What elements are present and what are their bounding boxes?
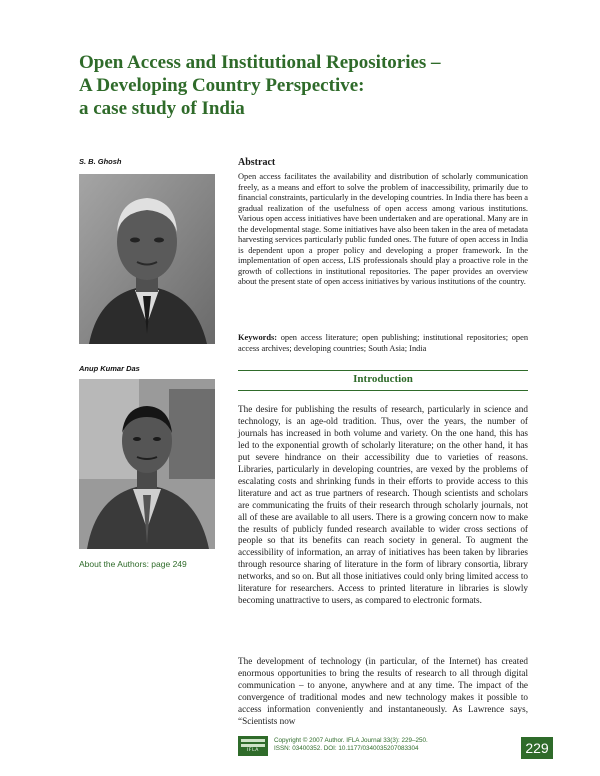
author-name-das: Anup Kumar Das [79, 364, 140, 373]
abstract-text: Open access facilitates the availability and distribution of scholarly communication freely, as a means and effort to solve the problem of inaccessibility, primarily due to financial constraints, particularly in the developing countries. In India there has been a gradual realization of the usefulness of open access among various institutions. Various open access initiatives have been undertaken and are operational. Many are in the developmental stage. Some initiatives have also been taken in the area of metadata harvesting services particularly public funded ones. The future of open access in India is dependent upon a proper policy and developing a proper framework. In the implementation of open access, LIS professionals should play a proactive role in the growth of collections in institutional repositories. The paper provides an overview about the present state of open access initiatives by various institutions of the country. [238, 172, 528, 287]
footer-copyright: Copyright © 2007 Author. IFLA Journal 33(3): 229–250. [274, 737, 428, 744]
keywords-label: Keywords: [238, 333, 278, 342]
author-name-ghosh: S. B. Ghosh [79, 157, 122, 166]
introduction-paragraph-2: The development of technology (in particular, of the Internet) has created enormous opportunities to bring the results of research to all through digital communication – to anyone, anywhere and at any time. The impact of the convergence of traditional modes and new technology makes it possible to access information conveniently and instantaneously. As Lawrence says, “Scientists now [238, 656, 528, 726]
footer-issn-doi: ISSN: 03400352. DOI: 10.1177/0340035207083304 [274, 745, 419, 752]
title-line-3: a case study of India [79, 98, 245, 119]
article-title [79, 51, 559, 120]
logo-text: IFLA [246, 748, 259, 753]
title-line-2: A Developing Country Perspective: [79, 75, 365, 96]
portrait-illustration-ghosh [79, 174, 215, 344]
about-the-authors-note: About the Authors: page 249 [79, 559, 187, 569]
abstract-heading: Abstract [238, 157, 276, 168]
ifla-logo [238, 736, 268, 756]
logo-stripe [241, 739, 265, 742]
footer-citation [274, 737, 428, 753]
portrait-illustration-das [79, 379, 215, 549]
introduction-heading-band [238, 370, 528, 391]
author-photo-das [79, 379, 215, 549]
introduction-heading: Introduction [353, 373, 413, 385]
introduction-paragraph-1: The desire for publishing the results of research, particularly in science and technology, is an age-old tradition. Thus, over the years, the number of journals has increased in both volume and variety. On the one hand, this has led to the exponential growth of scholarly literature; on the other hand, it has put severe hindrance on their accessibility due to varieties of reasons. Libraries, particularly in developing countries, are vexed by the problems of escalating costs and shrinking funds in their efforts to provide access to this literature and act as true partners of research. Though scientists and scholars are communicating the fruits of their research through scholarly journals, not all of these are available to all users. There is a growing concern now to make the results of publicly funded research available to wider cross sections of people so that its benefits can reach society in general. To augment the accessibility of information, an array of initiatives has been taken by libraries through resource sharing of literature in the form of library consortia, library networks, and so on. But all those initiatives could only bring limited access to literature for researchers. Access to printed literature in libraries is slowly becoming unattractive to users, as compared to electronic formats. [238, 404, 528, 606]
heading-rule-bottom [238, 390, 528, 391]
heading-rule-top [238, 370, 528, 371]
keywords [238, 333, 528, 354]
title-line-1: Open Access and Institutional Repositories – [79, 52, 441, 73]
logo-stripe [241, 744, 265, 747]
keywords-list: open access literature; open publishing; institutional repositories; open access archives; developing countries; South Asia; India [238, 333, 529, 353]
page-number: 229 [521, 737, 553, 759]
author-photo-ghosh [79, 174, 215, 344]
